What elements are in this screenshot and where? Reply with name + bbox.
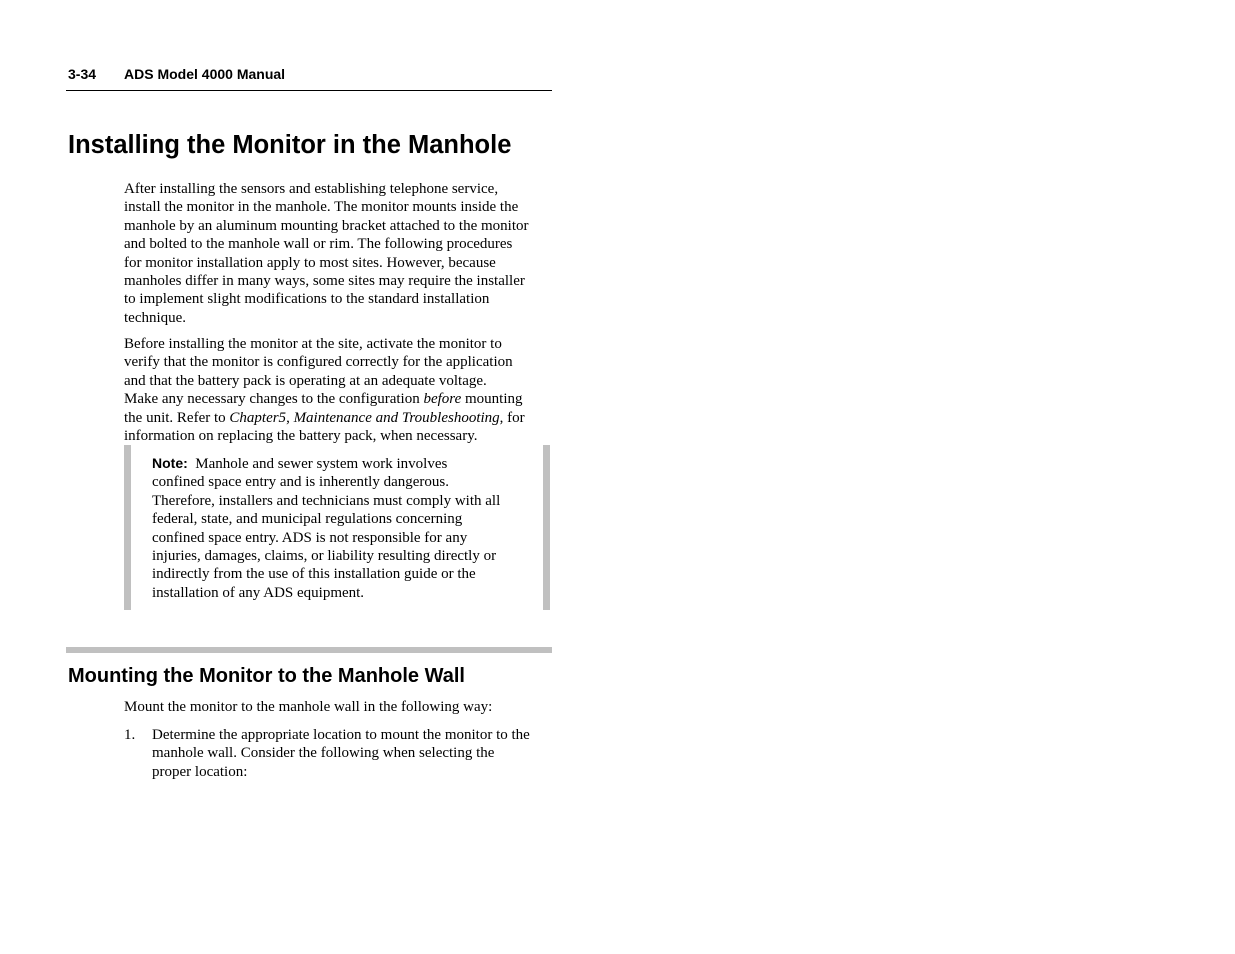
paragraph-line: install the monitor in the manhole. The monitor mounts inside the (124, 199, 519, 216)
chapter-title-reference: Maintenance and Troubleshooting (293, 409, 500, 426)
text-run: the unit. Refer to (124, 409, 230, 426)
step-line: proper location: (152, 763, 248, 780)
note-right-bar (543, 445, 550, 610)
paragraph-line: for monitor installation apply to most sites. However, because (124, 254, 496, 271)
paragraph-line: and bolted to the manhole wall or rim. The following procedures (124, 236, 513, 253)
paragraph-line: verify that the monitor is configured correctly for the application (124, 354, 513, 371)
note-line: installation of any ADS equipment. (152, 584, 365, 601)
note-left-bar (124, 445, 131, 610)
activation-paragraph (124, 335, 525, 445)
paragraph-line: Before installing the monitor at the site, activate the monitor to (124, 336, 502, 352)
paragraph-line (124, 390, 525, 408)
running-header (68, 66, 285, 83)
section-divider (66, 647, 552, 653)
note-line: Therefore, installers and technicians must comply with all (152, 492, 501, 509)
paragraph-line: manholes differ in many ways, some sites may require the installer (124, 273, 525, 290)
section-title: Installing the Monitor in the Manhole (68, 131, 512, 159)
paragraph-line (124, 409, 525, 427)
text-run: , (286, 409, 294, 426)
step-line: Determine the appropriate location to mount the monitor to the (152, 727, 530, 743)
emphasis-before: before (423, 391, 462, 408)
paragraph-line: information on replacing the battery pack, when necessary. (124, 428, 478, 445)
intro-paragraph (124, 180, 528, 327)
note-line: injuries, damages, claims, or liability resulting directly or (152, 548, 497, 565)
chapter-reference: Chapter5 (229, 409, 287, 426)
page-number: 3-34 (68, 66, 97, 82)
text-run: Manhole and sewer system work involves (187, 456, 448, 472)
manual-title: ADS Model 4000 Manual (124, 66, 286, 82)
safety-note (152, 454, 500, 602)
note-label: Note: (152, 455, 188, 471)
text-run: mounting (461, 391, 523, 408)
note-line: indirectly from the use of this installation guide or the (152, 566, 476, 583)
note-line (152, 454, 500, 473)
paragraph-line: and that the battery pack is operating at an adequate voltage. (124, 372, 487, 389)
text-run: Make any necessary changes to the configuration (124, 391, 424, 408)
paragraph-line: manhole by an aluminum mounting bracket attached to the monitor (124, 217, 529, 234)
subsection-title: Mounting the Monitor to the Manhole Wall (68, 665, 465, 687)
header-divider (66, 90, 552, 91)
step-number: 1. (124, 727, 136, 743)
note-line: confined space entry. ADS is not responsible for any (152, 529, 468, 546)
note-line: confined space entry and is inherently dangerous. (152, 474, 449, 491)
step-line: manhole wall. Consider the following when selecting the (152, 745, 495, 762)
subsection-intro: Mount the monitor to the manhole wall in the following way: (124, 699, 493, 715)
note-line: federal, state, and municipal regulations concerning (152, 511, 463, 528)
step-text (152, 726, 530, 781)
paragraph-line: After installing the sensors and establishing telephone service, (124, 181, 499, 197)
paragraph-line: to implement slight modifications to the standard installation (124, 291, 490, 308)
paragraph-line: technique. (124, 309, 187, 326)
text-run: , for (499, 409, 525, 426)
